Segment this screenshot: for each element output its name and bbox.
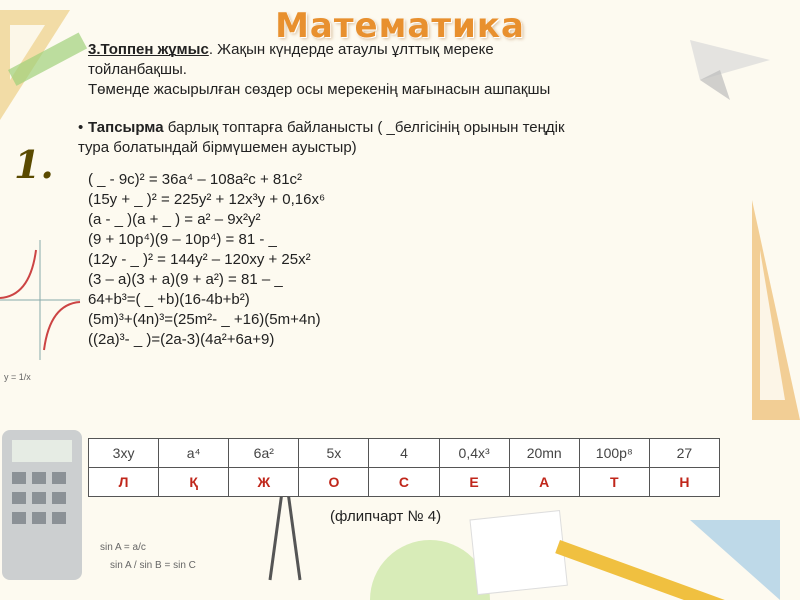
letter-cell: Е — [439, 468, 509, 497]
decor-left-text: y = 1/x — [4, 372, 31, 382]
equation: ( _ - 9c)² = 36a⁴ – 108a²c + 81c² — [88, 171, 303, 188]
letter-cell: Қ — [159, 468, 229, 497]
task-paragraph — [78, 118, 748, 158]
equations-list — [88, 170, 748, 350]
letter-cell: Т — [579, 468, 649, 497]
slide-number: 1. — [14, 142, 54, 187]
bullet-icon: • — [78, 119, 84, 136]
equation: (5m)³+(4n)³=(25m²- _ +16)(5m+4n) — [88, 311, 321, 328]
letter-cell: Н — [649, 468, 719, 497]
task-line1: барлық топтарға байланысты ( _белгісінің орынын теңдік — [163, 119, 565, 136]
equation: (15y + _ )² = 225y² + 12x³y + 0,16x⁶ — [88, 191, 326, 208]
value-cell: 27 — [649, 439, 719, 468]
letter-cell: Ж — [229, 468, 299, 497]
letter-cell: С — [369, 468, 439, 497]
letter-cell: Л — [89, 468, 159, 497]
intro-paragraph — [88, 40, 748, 100]
intro-line3: Төменде жасырылған сөздер осы мерекенің мағынасын ашпақшы — [88, 81, 551, 98]
value-cell: 6a² — [229, 439, 299, 468]
protractor-icon — [370, 540, 490, 600]
value-cell: a⁴ — [159, 439, 229, 468]
equation: 64+b³=( _ +b)(16-4b+b²) — [88, 291, 250, 308]
decor-bottom-text1: sin A = a/c — [100, 542, 146, 553]
letters-row — [89, 468, 720, 497]
value-cell: 0,4x³ — [439, 439, 509, 468]
calculator-icon — [2, 430, 82, 580]
triangle-icon — [752, 200, 800, 420]
intro-lead: 3.Топпен жұмыс — [88, 41, 209, 58]
task-lead: Тапсырма — [88, 119, 164, 136]
notepad-icon — [470, 511, 567, 595]
value-cell: 3xy — [89, 439, 159, 468]
equation: (a - _ )(a + _ ) = a² – 9x²y² — [88, 211, 261, 228]
page-title: Математика — [275, 6, 525, 46]
value-cell: 100p⁸ — [579, 439, 649, 468]
equation: (9 + 10p⁴)(9 – 10p⁴) = 81 - _ — [88, 231, 277, 248]
triangle-ruler-icon — [690, 520, 780, 600]
intro-line1: . Жақын күндерде атаулы ұлттық мереке — [208, 41, 494, 58]
intro-line2: тойланбақшы. — [88, 61, 187, 78]
main-content — [78, 40, 748, 350]
task-line2: тура болатындай бірмүшемен ауыстыр) — [78, 139, 357, 156]
letter-cell: А — [509, 468, 579, 497]
decor-bottom-text2: sin A / sin B = sin C — [110, 560, 196, 571]
equation: (12y - _ )² = 144y² – 120xy + 25x² — [88, 251, 311, 268]
footer-note: (флипчарт № 4) — [330, 508, 442, 525]
value-cell: 5x — [299, 439, 369, 468]
equation: (3 – a)(3 + a)(9 + a²) = 81 – _ — [88, 271, 283, 288]
letter-cell: О — [299, 468, 369, 497]
equation: ((2a)³- _ )=(2a-3)(4a²+6a+9) — [88, 331, 275, 348]
value-cell: 4 — [369, 439, 439, 468]
function-graph-icon — [0, 240, 80, 360]
value-cell: 20mn — [509, 439, 579, 468]
values-row — [89, 439, 720, 468]
answer-key-table — [88, 438, 720, 497]
